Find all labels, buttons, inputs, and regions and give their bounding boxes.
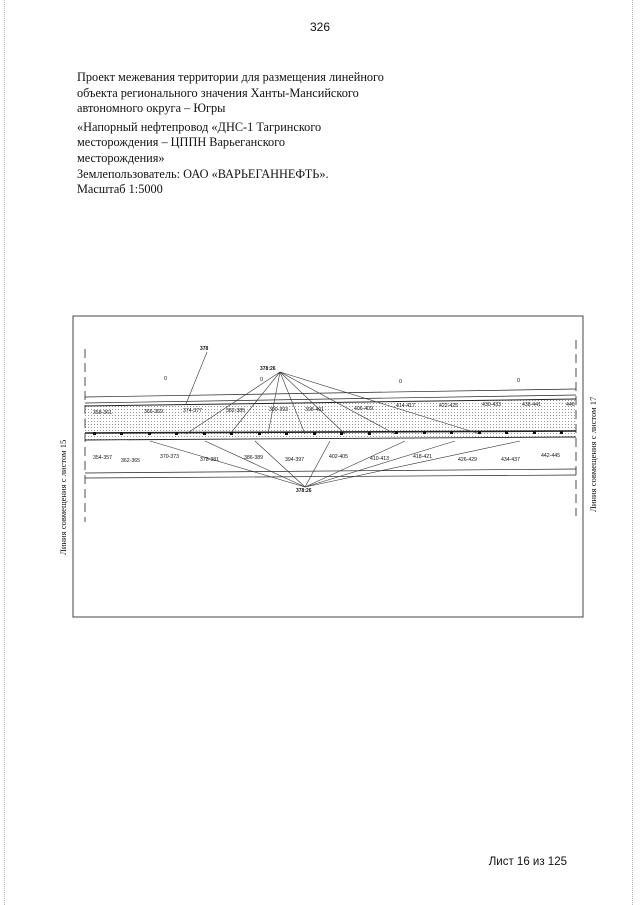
right-match-note: Линия совмещения с листом 17 bbox=[588, 396, 598, 512]
segment-label: 410-413 bbox=[370, 456, 390, 462]
title-line: месторождения – ЦППН Варьеганского bbox=[77, 135, 286, 150]
segment-label: 382-385 bbox=[226, 408, 246, 414]
title-line: месторождения» bbox=[77, 150, 165, 165]
page-number: 326 bbox=[309, 20, 331, 34]
segment-label: 438-441 bbox=[522, 402, 542, 408]
zone-label: 0 bbox=[260, 377, 263, 383]
parcel-label: 378:26 bbox=[296, 488, 312, 494]
segment-label: 398-401 bbox=[305, 407, 325, 413]
parcel-label: 378 bbox=[200, 346, 209, 352]
segment-label: 418-421 bbox=[413, 454, 433, 460]
zone-label: 0 bbox=[399, 379, 402, 385]
segment-label: 426-429 bbox=[458, 457, 478, 463]
segment-label: 390-393 bbox=[269, 407, 289, 413]
segment-label: 362-365 bbox=[121, 458, 141, 464]
segment-label: 422-425 bbox=[439, 403, 459, 409]
segment-label: 378-381 bbox=[200, 457, 220, 463]
zone-label: 0 bbox=[517, 378, 520, 384]
parcel-label: 378:26 bbox=[260, 366, 276, 372]
segment-label: 434-437 bbox=[501, 457, 521, 463]
segment-label: 370-373 bbox=[160, 454, 180, 460]
segment-label: 354-357 bbox=[93, 455, 113, 461]
title-line: Проект межевания территории для размещения линейного bbox=[77, 70, 384, 84]
scale-line: Масштаб 1:5000 bbox=[77, 182, 163, 197]
title-line: объекта регионального значения Ханты-Мансийского bbox=[77, 85, 359, 100]
sheet-counter: Лист 16 из 125 bbox=[488, 856, 567, 868]
map-frame bbox=[73, 316, 583, 617]
segment-label: 366-369 bbox=[144, 409, 164, 415]
segment-label: 358-361 bbox=[93, 410, 113, 416]
segment-label: 386-389 bbox=[244, 455, 264, 461]
segment-label: 374-377 bbox=[183, 408, 203, 414]
segment-label: 406-409 bbox=[354, 406, 374, 412]
landuser-line: Землепользователь: ОАО «ВАРЬЕГАННЕФТЬ». bbox=[77, 166, 329, 181]
segment-label: 442-445 bbox=[541, 453, 561, 459]
zone-label: 0 bbox=[164, 376, 167, 382]
left-match-note: Линия совмещения с листом 15 bbox=[58, 439, 68, 555]
segment-label: 430-433 bbox=[482, 402, 502, 408]
title-line: «Напорный нефтепровод «ДНС-1 Тагринского bbox=[77, 119, 322, 134]
segment-label: 446 bbox=[566, 402, 575, 408]
segment-label: 414-417 bbox=[396, 403, 416, 409]
segment-label: 402-405 bbox=[329, 454, 349, 460]
title-line: автономного округа – Югры bbox=[77, 101, 226, 116]
segment-label: 394-397 bbox=[285, 457, 305, 463]
